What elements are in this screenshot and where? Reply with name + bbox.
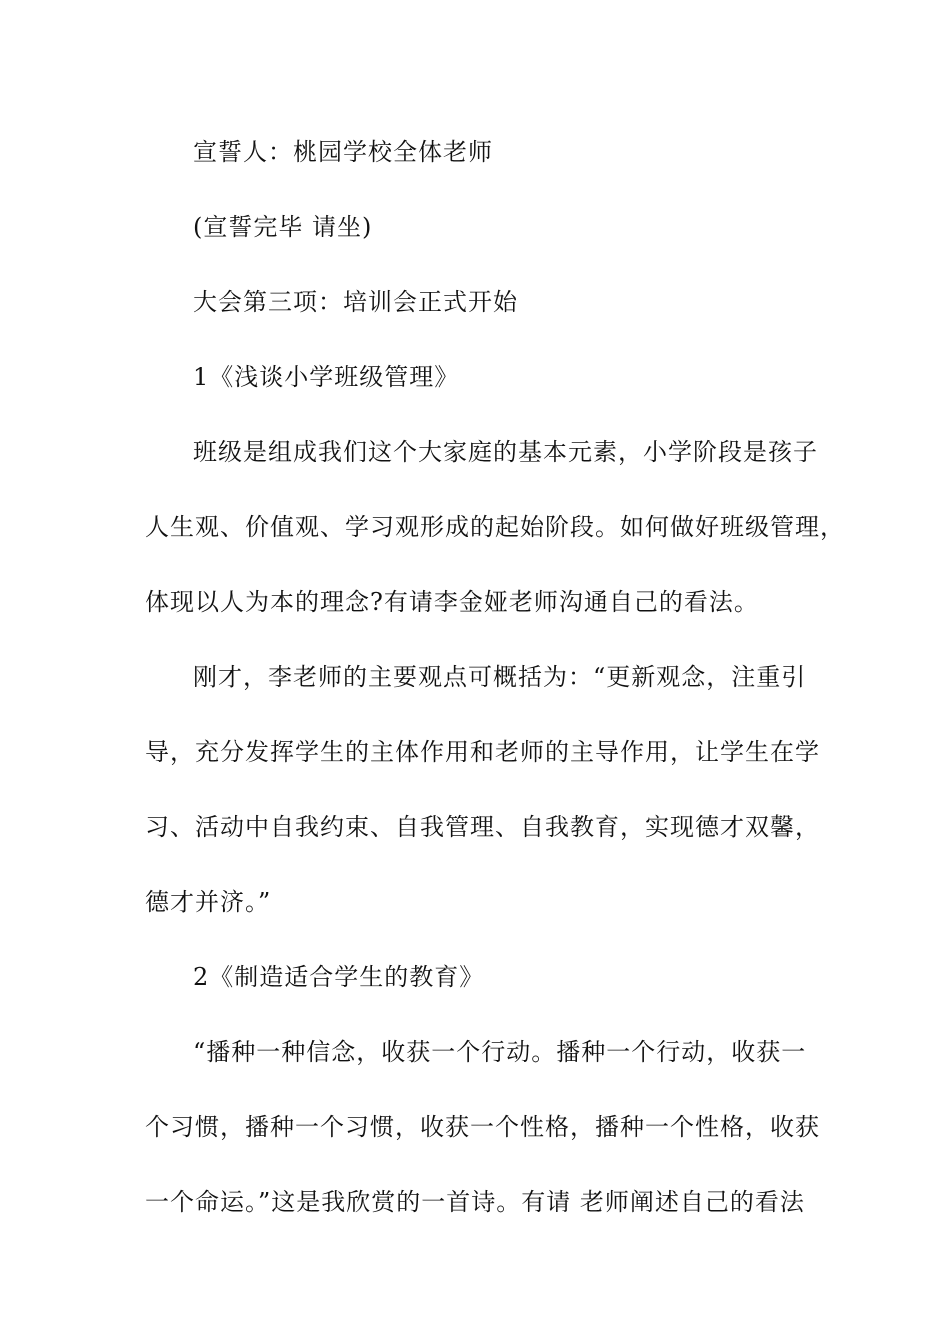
section-heading-1: 1《浅谈小学班级管理》: [193, 363, 460, 391]
section-heading-2: 2《制造适合学生的教育》: [193, 963, 485, 991]
paragraph-line: 德才并济。”: [145, 888, 272, 916]
pledge-complete-note: (宣誓完毕 请坐): [193, 213, 373, 241]
paragraph-line: 刚才，李老师的主要观点可概括为：“更新观念，注重引: [193, 663, 807, 691]
paragraph-line: 体现以人为本的理念?有请李金娅老师沟通自己的看法。: [145, 588, 759, 616]
paragraph-line: 导，充分发挥学生的主体作用和老师的主导作用，让学生在学: [145, 738, 820, 766]
paragraph-line: 个习惯，播种一个习惯，收获一个性格，播种一个性格，收获: [145, 1113, 820, 1141]
paragraph-line: “播种一种信念，收获一个行动。播种一个行动，收获一: [193, 1038, 807, 1066]
paragraph-line: 班级是组成我们这个大家庭的基本元素，小学阶段是孩子: [193, 438, 818, 466]
paragraph-line: 一个命运。”这是我欣赏的一首诗。有请 老师阐述自己的看法: [145, 1188, 805, 1216]
paragraph-line: 人生观、价值观、学习观形成的起始阶段。如何做好班级管理，: [145, 513, 845, 541]
agenda-item-three: 大会第三项：培训会正式开始: [193, 288, 518, 316]
paragraph-line: 习、活动中自我约束、自我管理、自我教育，实现德才双馨，: [145, 813, 820, 841]
pledge-line: 宣誓人：桃园学校全体老师: [193, 138, 493, 166]
